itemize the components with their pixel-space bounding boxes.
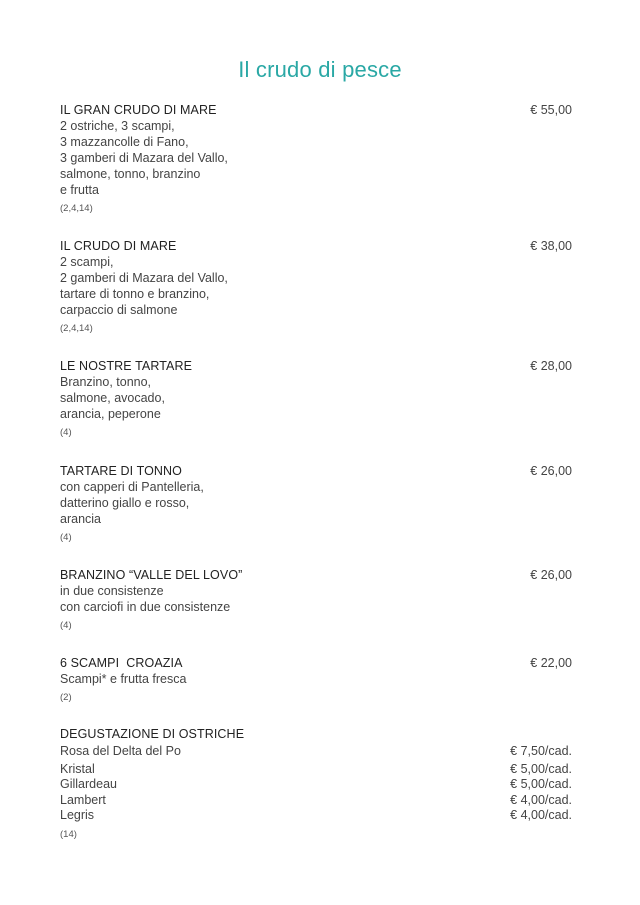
description-line: 3 mazzancolle di Fano, <box>60 135 189 149</box>
oyster-price: € 4,00/cad. <box>510 808 572 822</box>
page-title: Il crudo di pesce <box>238 57 402 82</box>
item-description <box>60 671 572 687</box>
oyster-price: € 4,00/cad. <box>510 792 572 807</box>
description-line: carpaccio di salmone <box>60 303 178 317</box>
oyster-row <box>60 777 572 793</box>
item-description <box>60 118 572 198</box>
item-description <box>60 374 572 422</box>
menu-item-nostre-tartare <box>60 358 572 439</box>
description-line: 2 gamberi di Mazara del Vallo, <box>60 271 228 285</box>
oyster-price: € 5,00/cad. <box>510 777 572 791</box>
oyster-row <box>60 793 572 809</box>
description-line: 2 scampi, <box>60 255 114 269</box>
item-name: 6 SCAMPI CROAZIA <box>60 656 183 670</box>
menu-item-tartare-di-tonno <box>60 463 572 544</box>
oyster-name: Kristal <box>60 761 95 776</box>
description-line: in due consistenze <box>60 584 164 598</box>
oyster-price: € 5,00/cad. <box>510 761 572 776</box>
item-name: TARTARE DI TONNO <box>60 464 182 478</box>
item-allergens: (14) <box>60 828 77 840</box>
description-line: Branzino, tonno, <box>60 375 152 389</box>
description-line: 2 ostriche, 3 scampi, <box>60 119 175 133</box>
item-allergens: (2,4,14) <box>60 203 93 214</box>
item-name: LE NOSTRE TARTARE <box>60 359 193 373</box>
oyster-list <box>60 744 572 824</box>
description-line: con capperi di Pantelleria, <box>60 480 204 494</box>
item-description <box>60 479 572 527</box>
oyster-price: € 7,50/cad. <box>510 744 572 758</box>
item-description <box>60 583 572 615</box>
item-price: € 28,00 <box>530 359 572 373</box>
oyster-row <box>60 762 572 778</box>
item-allergens: (4) <box>60 427 72 438</box>
oyster-name: Gillardeau <box>60 777 117 791</box>
item-name: DEGUSTAZIONE DI OSTRICHE <box>60 727 245 741</box>
item-allergens: (4) <box>60 532 72 543</box>
item-price: € 38,00 <box>530 239 572 253</box>
menu-item-degustazione-ostriche <box>60 726 572 841</box>
item-price: € 55,00 <box>530 103 572 117</box>
item-name: IL GRAN CRUDO DI MARE <box>60 103 217 117</box>
oyster-name: Rosa del Delta del Po <box>60 744 181 758</box>
description-line: con carciofi in due consistenze <box>60 600 231 614</box>
description-line: 3 gamberi di Mazara del Vallo, <box>60 151 228 165</box>
oyster-row <box>60 808 572 824</box>
item-description <box>60 254 572 318</box>
description-line: salmone, avocado, <box>60 391 165 405</box>
description-line: salmone, tonno, branzino <box>60 167 201 181</box>
oyster-row <box>60 744 572 760</box>
description-line: Scampi* e frutta fresca <box>60 672 187 686</box>
oyster-name: Lambert <box>60 792 106 807</box>
item-allergens: (2,4,14) <box>60 323 93 334</box>
item-allergens: (4) <box>60 620 72 631</box>
description-line: arancia, peperone <box>60 407 161 421</box>
menu-item-gran-crudo-di-mare <box>60 102 572 215</box>
item-price: € 22,00 <box>530 656 572 670</box>
item-allergens: (2) <box>60 692 72 703</box>
item-price: € 26,00 <box>530 464 572 478</box>
description-line: e frutta <box>60 183 99 197</box>
item-price: € 26,00 <box>530 568 572 582</box>
description-line: datterino giallo e rosso, <box>60 496 190 510</box>
oyster-name: Legris <box>60 808 95 822</box>
menu-item-crudo-di-mare <box>60 238 572 335</box>
item-name: BRANZINO “VALLE DEL LOVO” <box>60 568 243 582</box>
menu-item-branzino-valle-del-lovo <box>60 567 572 632</box>
description-line: tartare di tonno e branzino, <box>60 287 210 301</box>
item-name: IL CRUDO DI MARE <box>60 239 177 253</box>
menu-item-scampi-croazia <box>60 655 572 704</box>
description-line: arancia <box>60 512 101 526</box>
